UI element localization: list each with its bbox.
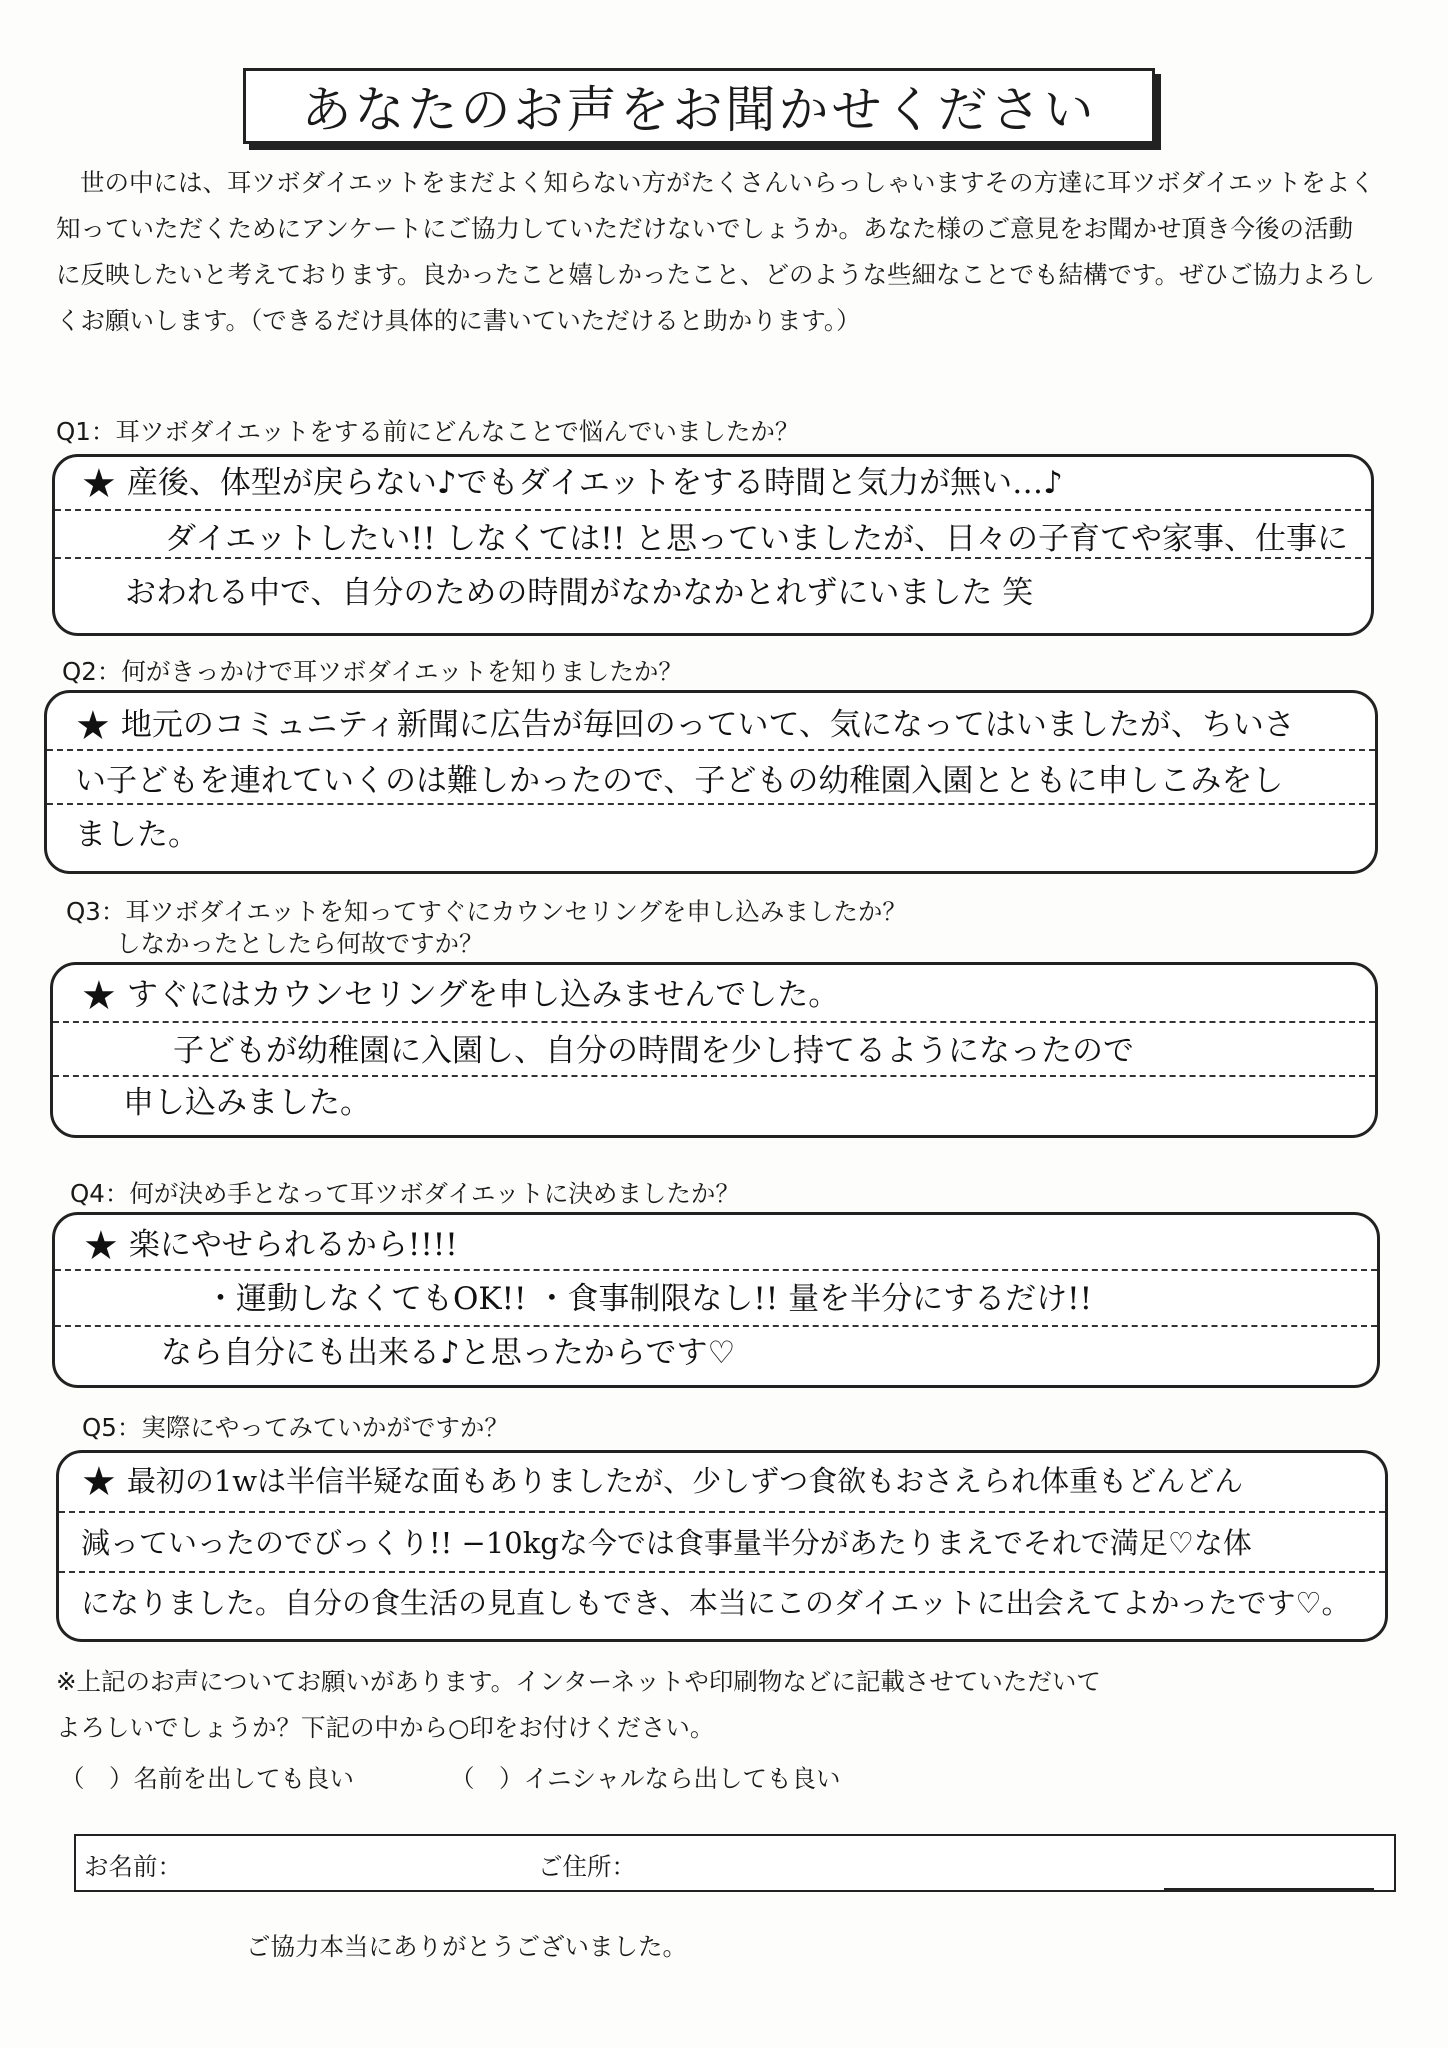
address-underline xyxy=(1164,1888,1374,1890)
q1-answer-box[interactable] xyxy=(52,454,1374,636)
q4-answer-box[interactable] xyxy=(52,1212,1380,1388)
q5-answer-line-2: 減っていったのでびっくり!! −10kgな今では食事量半分があたりまえでそれで満足♡な体 xyxy=(81,1526,1252,1560)
dashed-rule xyxy=(55,1325,1377,1327)
star-icon: ★ xyxy=(83,1223,119,1269)
dashed-rule xyxy=(53,1021,1375,1023)
title-box xyxy=(243,68,1155,144)
thanks-text: ご協力本当にありがとうございました。 xyxy=(246,1932,687,1961)
q1-answer-line-3: おわれる中で、自分のための時間がなかなかとれずにいました 笑 xyxy=(125,575,1034,611)
q2-answer-line-1: ★ 地元のコミュニティ新聞に広告が毎回のっていて、気になってはいましたが、ちいさ xyxy=(75,703,1295,749)
star-icon: ★ xyxy=(75,703,111,749)
dashed-rule xyxy=(55,1269,1377,1271)
dashed-rule xyxy=(55,509,1371,511)
q3-answer-line-1: ★ すぐにはカウンセリングを申し込みませんでした。 xyxy=(81,973,840,1019)
dashed-rule xyxy=(59,1511,1385,1513)
notice-line-2: よろしいでしょうか？下記の中から○印をお付けください。 xyxy=(56,1713,715,1742)
q5-question: Q5：実際にやってみていかがですか？ xyxy=(82,1413,509,1442)
q3-answer-line-3: 申し込みました。 xyxy=(123,1085,371,1121)
dashed-rule xyxy=(59,1571,1385,1573)
q5-answer-box[interactable] xyxy=(56,1450,1388,1642)
name-label: お名前： xyxy=(84,1852,182,1881)
dashed-rule xyxy=(53,1075,1375,1077)
name-address-box xyxy=(74,1834,1396,1892)
q3-question-line-2: しなかったとしたら何故ですか？ xyxy=(116,929,484,958)
q2-question: Q2：何がきっかけで耳ツボダイエットを知りましたか？ xyxy=(62,657,683,686)
star-icon: ★ xyxy=(81,973,117,1019)
star-icon: ★ xyxy=(81,1459,117,1505)
q3-question-line-1: Q3：耳ツボダイエットを知ってすぐにカウンセリングを申し込みましたか？ xyxy=(66,897,907,926)
q4-answer-line-2: ・運動しなくてもOK!! ・食事制限なし!! 量を半分にするだけ!! xyxy=(205,1281,1093,1317)
q4-answer-line-3: なら自分にも出来る♪と思ったからです♡ xyxy=(161,1335,736,1371)
q2-answer-line-2: い子どもを連れていくのは難しかったので、子どもの幼稚園入園とともに申しこみをし xyxy=(75,763,1284,799)
star-icon: ★ xyxy=(81,461,117,507)
option-name-ok[interactable]: （ ）名前を出しても良い xyxy=(60,1764,354,1793)
notice-line-1: ※上記のお声についてお願いがあります。インターネットや印刷物などに記載させていただいて xyxy=(56,1667,1101,1696)
option-initial-ok[interactable]: （ ）イニシャルなら出しても良い xyxy=(450,1764,841,1793)
q3-answer-box[interactable] xyxy=(50,962,1378,1138)
page-title: あなたのお声をお聞かせください xyxy=(301,81,1097,139)
q2-answer-line-3: ました。 xyxy=(75,817,199,853)
q5-answer-line-1: ★ 最初の1wは半信半疑な面もありましたが、少しずつ食欲もおさえられ体重もどんどん xyxy=(81,1459,1244,1505)
dashed-rule xyxy=(47,749,1375,751)
q5-answer-line-3: になりました。自分の食生活の見直しもでき、本当にこのダイエットに出会えてよかったです♡。 xyxy=(81,1586,1351,1620)
intro-text: 世の中には、耳ツボダイエットをまだよく知らない方がたくさんいらっしゃいますその方達に耳ツボダイエットをよく知っていただくためにアンケートにご協力していただけないでしょうか。あなた様のご意見をお聞かせ頂き今後の活動に反映したいと考えております。良かったこと嬉しかったこと、どのような些細なことでも結構です。ぜひご協力よろしくお願いします。（できるだけ具体的に書いていただけると助かります。） xyxy=(56,168,1376,335)
q2-answer-box[interactable] xyxy=(44,690,1378,874)
address-label: ご住所： xyxy=(538,1852,636,1881)
q4-question: Q4：何が決め手となって耳ツボダイエットに決めましたか？ xyxy=(70,1179,740,1208)
q4-answer-line-1: ★ 楽にやせられるから!!!! xyxy=(83,1223,458,1269)
q1-answer-line-1: ★ 産後、体型が戻らない♪でもダイエットをする時間と気力が無い…♪ xyxy=(81,461,1063,507)
q1-answer-line-2: ダイエットしたい!! しなくては!! と思っていましたが、日々の子育てや家事、仕事に xyxy=(165,521,1349,557)
q3-answer-line-2: 子どもが幼稚園に入園し、自分の時間を少し持てるようになったので xyxy=(173,1033,1134,1069)
q1-question: Q1：耳ツボダイエットをする前にどんなことで悩んでいましたか？ xyxy=(56,417,800,446)
